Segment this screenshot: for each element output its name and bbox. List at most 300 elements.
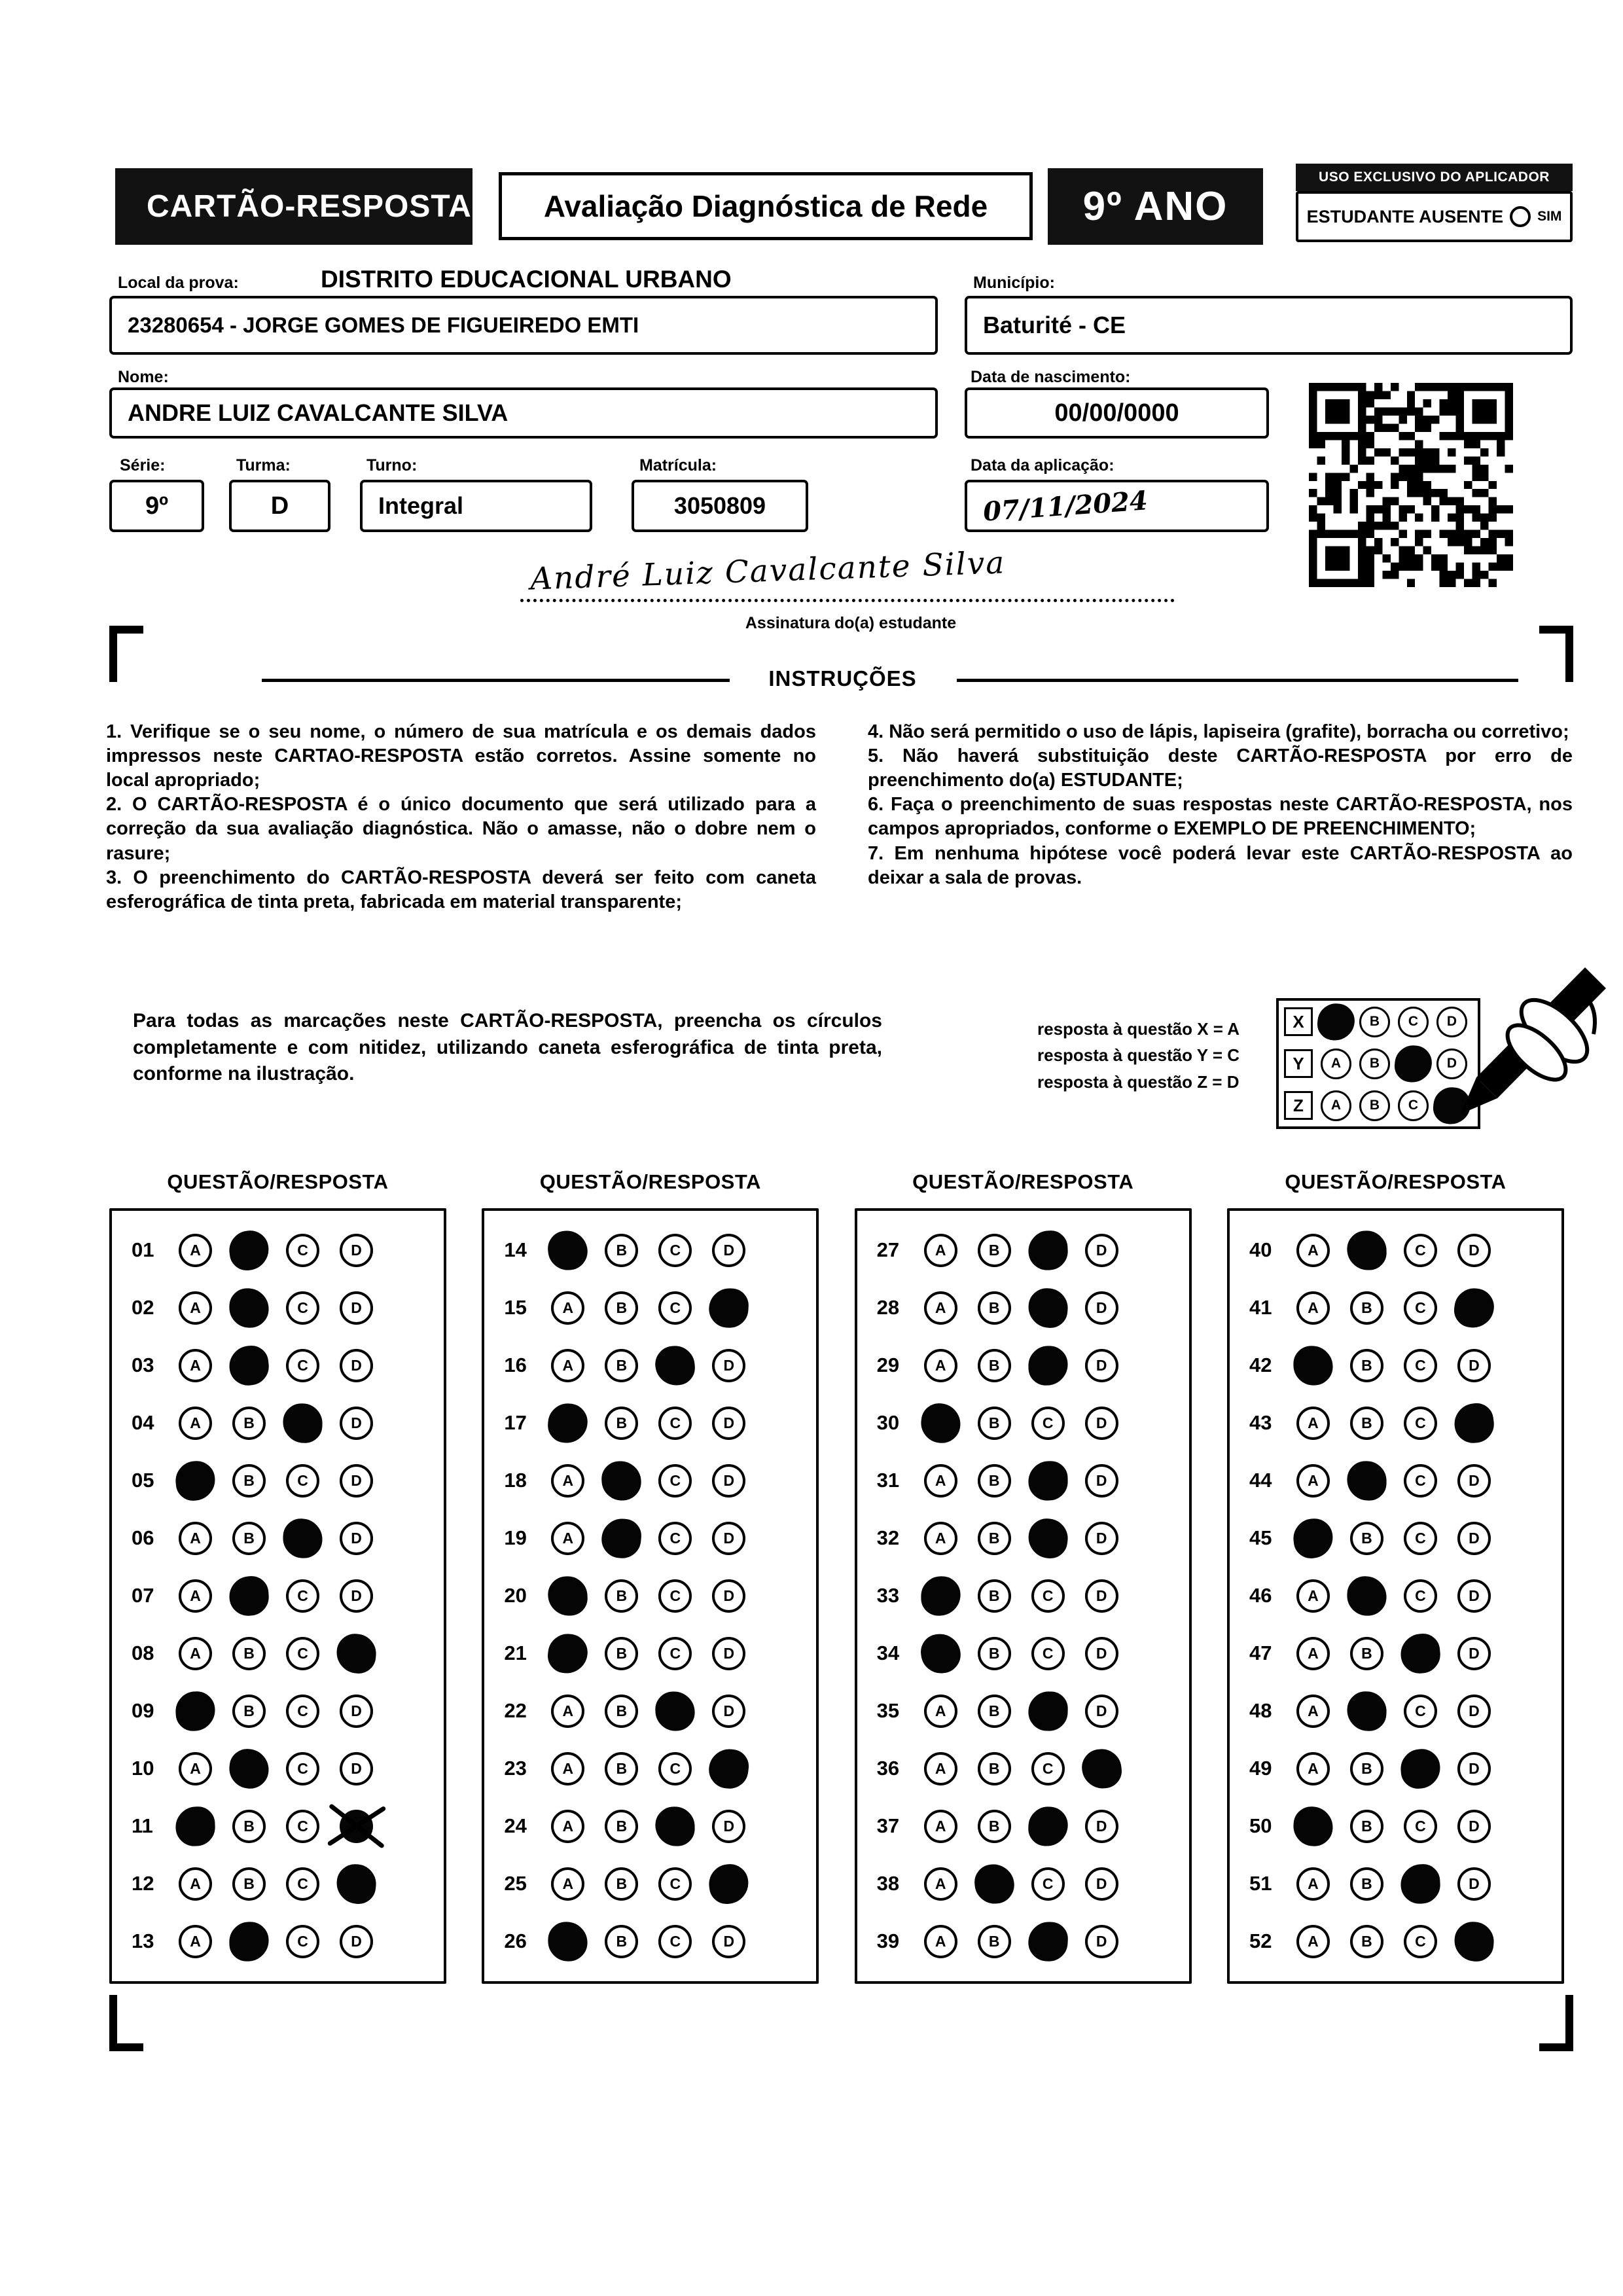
bubble-q28-C[interactable] <box>1027 1286 1069 1329</box>
question-options <box>1296 1522 1491 1555</box>
bubble-q24-D[interactable]: D <box>712 1810 745 1843</box>
bubble-q42-B[interactable]: B <box>1350 1349 1383 1382</box>
bubble-q11-B[interactable]: B <box>232 1810 266 1843</box>
bubble-q37-A[interactable]: A <box>924 1810 957 1843</box>
question-number: 34 <box>876 1641 900 1664</box>
bubble-q15-B[interactable]: B <box>605 1291 638 1325</box>
bubble-q10-C[interactable]: C <box>286 1752 319 1785</box>
bubble-q06-A[interactable]: A <box>179 1522 212 1555</box>
card-title: CARTÃO-RESPOSTA <box>115 168 473 245</box>
question-row <box>484 1279 816 1336</box>
bubble-q12-A[interactable]: A <box>179 1867 212 1901</box>
bubble-q43-D[interactable] <box>1452 1401 1496 1444</box>
bubble-q45-C[interactable]: C <box>1404 1522 1437 1555</box>
bubble-q14-B[interactable]: B <box>605 1234 638 1267</box>
bubble-q09-A[interactable] <box>175 1690 216 1731</box>
question-row <box>112 1336 444 1394</box>
question-row <box>857 1221 1189 1279</box>
question-row <box>857 1452 1189 1509</box>
bubble-q11-A[interactable] <box>175 1806 215 1846</box>
bubble-q45-A[interactable] <box>1291 1516 1334 1560</box>
bubble-q34-B[interactable]: B <box>978 1637 1011 1670</box>
question-options <box>1296 1464 1491 1498</box>
bubble-q52-B[interactable]: B <box>1350 1925 1383 1958</box>
bubble-q32-C[interactable] <box>1026 1516 1070 1560</box>
bubble-q23-B[interactable]: B <box>605 1752 638 1785</box>
bubble-q42-D[interactable]: D <box>1457 1349 1491 1382</box>
question-options <box>551 1637 745 1670</box>
bubble-q06-B[interactable]: B <box>232 1522 266 1555</box>
bubble-q06-C[interactable] <box>282 1517 323 1558</box>
question-options <box>1296 1925 1491 1958</box>
bubble-q41-D[interactable] <box>1452 1285 1496 1329</box>
bubble-q47-A[interactable]: A <box>1296 1637 1330 1670</box>
bubble-q43-C[interactable]: C <box>1404 1407 1437 1440</box>
bubble-q02-A[interactable]: A <box>179 1291 212 1325</box>
bubble-q21-C[interactable]: C <box>658 1637 692 1670</box>
question-number: 20 <box>504 1584 527 1607</box>
answer-group-header: QUESTÃO/RESPOSTA <box>1285 1170 1507 1193</box>
bubble-q48-A[interactable]: A <box>1296 1695 1330 1728</box>
question-row <box>484 1740 816 1797</box>
question-row <box>484 1855 816 1912</box>
bubble-q29-D[interactable]: D <box>1085 1349 1118 1382</box>
bubble-q50-D[interactable]: D <box>1457 1810 1491 1843</box>
bubble-q32-D[interactable]: D <box>1085 1522 1118 1555</box>
instruction-item: 3. O preenchimento do CARTÃO-RESPOSTA deverá ser feito com caneta esferográfica de tinta preta, fabricada em material transparente; <box>106 867 816 912</box>
bubble-q41-B[interactable]: B <box>1350 1291 1383 1325</box>
bubble-q12-B[interactable]: B <box>232 1867 266 1901</box>
bubble-q17-C[interactable]: C <box>658 1407 692 1440</box>
bubble-q21-D[interactable]: D <box>712 1637 745 1670</box>
bubble-q48-B[interactable] <box>1346 1690 1387 1731</box>
bubble-q38-D[interactable]: D <box>1085 1867 1118 1901</box>
bubble-q37-C[interactable] <box>1027 1806 1068 1846</box>
question-options <box>1296 1637 1491 1670</box>
bubble-q04-C[interactable] <box>282 1403 323 1443</box>
question-row <box>484 1567 816 1624</box>
bubble-q33-B[interactable]: B <box>978 1579 1011 1613</box>
answer-group-2 <box>482 1170 819 1984</box>
question-options <box>179 1291 373 1325</box>
bubble-q20-B[interactable]: B <box>605 1579 638 1613</box>
bubble-q30-D[interactable]: D <box>1085 1407 1118 1440</box>
bubble-q50-B[interactable]: B <box>1350 1810 1383 1843</box>
question-options <box>179 1925 373 1958</box>
question-number: 30 <box>876 1411 900 1434</box>
municipio-field: Baturité - CE <box>965 296 1573 355</box>
bubble-q44-C[interactable]: C <box>1404 1464 1437 1498</box>
question-number: 52 <box>1249 1929 1272 1952</box>
bubble-q39-B[interactable]: B <box>978 1925 1011 1958</box>
bubble-q02-C[interactable]: C <box>286 1291 319 1325</box>
bubble-q39-D[interactable]: D <box>1085 1925 1118 1958</box>
question-row <box>484 1509 816 1567</box>
bubble-q05-A[interactable] <box>174 1459 217 1501</box>
bubble-q13-D[interactable]: D <box>340 1925 373 1958</box>
question-number: 26 <box>504 1929 527 1952</box>
bubble-q38-B[interactable] <box>973 1862 1016 1905</box>
bubble-q35-D[interactable]: D <box>1085 1695 1118 1728</box>
bubble-q41-C[interactable]: C <box>1404 1291 1437 1325</box>
bubble-q51-B[interactable]: B <box>1350 1867 1383 1901</box>
question-row <box>1230 1682 1561 1740</box>
bubble-q44-A[interactable]: A <box>1296 1464 1330 1498</box>
answer-group-header: QUESTÃO/RESPOSTA <box>539 1170 761 1193</box>
question-row <box>1230 1336 1561 1394</box>
bubble-q42-A[interactable] <box>1293 1346 1332 1385</box>
instruction-item: 5. Não haverá substituição deste CARTÃO-RESPOSTA por erro de preenchimento do(a) ESTUDANTE; <box>868 745 1573 791</box>
absent-option-bubble[interactable] <box>1510 206 1531 227</box>
question-row <box>1230 1221 1561 1279</box>
bubble-q40-A[interactable]: A <box>1296 1234 1330 1267</box>
bubble-q01-B[interactable] <box>227 1228 271 1272</box>
bubble-q09-B[interactable]: B <box>232 1695 266 1728</box>
absent-label: ESTUDANTE AUSENTE <box>1306 206 1504 226</box>
bubble-q26-D[interactable]: D <box>712 1925 745 1958</box>
qr-code <box>1309 383 1513 587</box>
bubble-q36-B[interactable]: B <box>978 1752 1011 1785</box>
bubble-q35-C[interactable] <box>1028 1691 1068 1731</box>
bubble-q46-D[interactable]: D <box>1457 1579 1491 1613</box>
bubble-q08-D[interactable] <box>335 1632 377 1674</box>
bubble-q41-A[interactable]: A <box>1296 1291 1330 1325</box>
bubble-q23-C[interactable]: C <box>658 1752 692 1785</box>
question-options <box>924 1867 1118 1901</box>
example-bubble-X-C: C <box>1398 1007 1429 1037</box>
bubble-q19-D[interactable]: D <box>712 1522 745 1555</box>
bubble-q48-D[interactable]: D <box>1457 1695 1491 1728</box>
bubble-q22-A[interactable]: A <box>551 1695 584 1728</box>
bubble-q21-B[interactable]: B <box>605 1637 638 1670</box>
bubble-q14-A[interactable] <box>546 1229 589 1271</box>
bubble-q26-B[interactable]: B <box>605 1925 638 1958</box>
municipio-label: Município: <box>973 274 1055 292</box>
bubble-q24-C[interactable] <box>656 1806 695 1846</box>
question-row <box>1230 1912 1561 1970</box>
bubble-q47-C[interactable] <box>1399 1632 1442 1674</box>
bubble-q27-A[interactable]: A <box>924 1234 957 1267</box>
example-letter-Y: Y <box>1284 1049 1313 1078</box>
bubble-q31-D[interactable]: D <box>1085 1464 1118 1498</box>
bubble-q01-C[interactable]: C <box>286 1234 319 1267</box>
bubble-q46-B[interactable] <box>1346 1575 1387 1616</box>
question-options <box>179 1464 373 1498</box>
bubble-q43-A[interactable]: A <box>1296 1407 1330 1440</box>
question-row <box>857 1682 1189 1740</box>
question-number: 31 <box>876 1469 900 1492</box>
bubble-q36-A[interactable]: A <box>924 1752 957 1785</box>
bubble-q52-C[interactable]: C <box>1404 1925 1437 1958</box>
bubble-q28-B[interactable]: B <box>978 1291 1011 1325</box>
bubble-q02-B[interactable] <box>229 1287 269 1327</box>
question-options <box>179 1234 373 1267</box>
bubble-q28-A[interactable]: A <box>924 1291 957 1325</box>
bubble-q04-B[interactable]: B <box>232 1407 266 1440</box>
bubble-q10-B[interactable] <box>228 1747 270 1789</box>
bubble-q46-A[interactable]: A <box>1296 1579 1330 1613</box>
bubble-q24-A[interactable]: A <box>551 1810 584 1843</box>
bubble-q21-A[interactable] <box>546 1632 590 1675</box>
question-row <box>1230 1624 1561 1682</box>
bubble-q10-A[interactable]: A <box>179 1752 212 1785</box>
question-number: 42 <box>1249 1354 1272 1376</box>
bubble-q16-C[interactable] <box>654 1344 696 1386</box>
bubble-q08-B[interactable]: B <box>232 1637 266 1670</box>
bubble-q01-D[interactable]: D <box>340 1234 373 1267</box>
bubble-q06-D[interactable]: D <box>340 1522 373 1555</box>
bubble-q20-D[interactable]: D <box>712 1579 745 1613</box>
bubble-q17-B[interactable]: B <box>605 1407 638 1440</box>
bubble-q25-B[interactable]: B <box>605 1867 638 1901</box>
bubble-q27-D[interactable]: D <box>1085 1234 1118 1267</box>
bubble-q39-A[interactable]: A <box>924 1925 957 1958</box>
bubble-q26-C[interactable]: C <box>658 1925 692 1958</box>
question-row <box>1230 1567 1561 1624</box>
question-options <box>1296 1752 1491 1785</box>
bubble-q08-A[interactable]: A <box>179 1637 212 1670</box>
bubble-q52-A[interactable]: A <box>1296 1925 1330 1958</box>
question-number: 15 <box>504 1296 527 1319</box>
bubble-q48-C[interactable]: C <box>1404 1695 1437 1728</box>
question-options <box>1296 1695 1491 1728</box>
question-row <box>857 1855 1189 1912</box>
instructions-left <box>106 720 816 914</box>
question-row <box>1230 1509 1561 1567</box>
bubble-q29-B[interactable]: B <box>978 1349 1011 1382</box>
bubble-q31-B[interactable]: B <box>978 1464 1011 1498</box>
bubble-q04-A[interactable]: A <box>179 1407 212 1440</box>
bubble-q09-D[interactable]: D <box>340 1695 373 1728</box>
bubble-q18-B[interactable] <box>601 1460 642 1501</box>
bubble-q17-A[interactable] <box>547 1402 589 1444</box>
bubble-q15-C[interactable]: C <box>658 1291 692 1325</box>
example-bubble-Z-D <box>1432 1085 1472 1126</box>
bubble-q07-D[interactable]: D <box>340 1579 373 1613</box>
question-row <box>1230 1452 1561 1509</box>
bubble-q20-C[interactable]: C <box>658 1579 692 1613</box>
example-notes <box>1037 1016 1240 1095</box>
bubble-q33-A[interactable] <box>921 1576 960 1615</box>
bubble-q40-C[interactable]: C <box>1404 1234 1437 1267</box>
bubble-q23-A[interactable]: A <box>551 1752 584 1785</box>
bubble-q19-A[interactable]: A <box>551 1522 584 1555</box>
example-bubble-Y-C <box>1393 1043 1434 1084</box>
bubble-q50-C[interactable]: C <box>1404 1810 1437 1843</box>
bubble-q31-A[interactable]: A <box>924 1464 957 1498</box>
bubble-q43-B[interactable]: B <box>1350 1407 1383 1440</box>
bubble-q37-D[interactable]: D <box>1085 1810 1118 1843</box>
bubble-q49-A[interactable]: A <box>1296 1752 1330 1785</box>
bubble-q35-A[interactable]: A <box>924 1695 957 1728</box>
question-row <box>112 1394 444 1452</box>
bubble-q34-C[interactable]: C <box>1031 1637 1065 1670</box>
bubble-q03-C[interactable]: C <box>286 1349 319 1382</box>
bubble-q29-A[interactable]: A <box>924 1349 957 1382</box>
bubble-q44-D[interactable]: D <box>1457 1464 1491 1498</box>
bubble-q07-C[interactable]: C <box>286 1579 319 1613</box>
question-number: 47 <box>1249 1641 1272 1664</box>
bubble-q27-C[interactable] <box>1027 1229 1069 1270</box>
bubble-q49-C[interactable] <box>1399 1748 1441 1789</box>
question-options <box>551 1810 745 1843</box>
bubble-q30-C[interactable]: C <box>1031 1407 1065 1440</box>
bubble-q50-A[interactable] <box>1292 1805 1334 1847</box>
bubble-q14-C[interactable]: C <box>658 1234 692 1267</box>
bubble-q31-C[interactable] <box>1028 1460 1068 1500</box>
question-options <box>551 1867 745 1901</box>
corner-mark-top-right <box>1539 626 1573 682</box>
question-number: 10 <box>132 1757 154 1780</box>
bubble-q17-D[interactable]: D <box>712 1407 745 1440</box>
bubble-q37-B[interactable]: B <box>978 1810 1011 1843</box>
question-number: 06 <box>132 1526 154 1549</box>
question-number: 23 <box>504 1757 527 1780</box>
question-number: 46 <box>1249 1584 1272 1607</box>
bubble-q52-D[interactable] <box>1453 1920 1495 1962</box>
question-number: 19 <box>504 1526 527 1549</box>
bubble-q16-B[interactable]: B <box>605 1349 638 1382</box>
question-row <box>112 1624 444 1682</box>
example-letter-X: X <box>1284 1007 1313 1036</box>
bubble-q14-D[interactable]: D <box>712 1234 745 1267</box>
bubble-q25-A[interactable]: A <box>551 1867 584 1901</box>
bubble-q49-B[interactable]: B <box>1350 1752 1383 1785</box>
bubble-q30-B[interactable]: B <box>978 1407 1011 1440</box>
bubble-q20-A[interactable] <box>548 1575 588 1616</box>
bubble-q10-D[interactable]: D <box>340 1752 373 1785</box>
bubble-q22-B[interactable]: B <box>605 1695 638 1728</box>
bubble-q24-B[interactable]: B <box>605 1810 638 1843</box>
aplicacao-handwritten-date: 07/11/2024 <box>982 484 1149 528</box>
bubble-q39-C[interactable] <box>1027 1920 1069 1962</box>
example-row <box>1279 1001 1478 1043</box>
bubble-q18-C[interactable]: C <box>658 1464 692 1498</box>
question-number: 02 <box>132 1296 154 1319</box>
bubble-q45-B[interactable]: B <box>1350 1522 1383 1555</box>
bubble-q22-D[interactable]: D <box>712 1695 745 1728</box>
bubble-q09-C[interactable]: C <box>286 1695 319 1728</box>
absent-option-label: SIM <box>1537 209 1562 224</box>
bubble-q35-B[interactable]: B <box>978 1695 1011 1728</box>
bubble-q03-B[interactable] <box>227 1344 270 1387</box>
bubble-q34-A[interactable] <box>919 1631 963 1675</box>
question-row <box>484 1221 816 1279</box>
bubble-q05-C[interactable]: C <box>286 1464 319 1498</box>
bubble-q18-A[interactable]: A <box>551 1464 584 1498</box>
example-bubble-X-D: D <box>1436 1007 1467 1037</box>
bubble-q51-D[interactable]: D <box>1457 1867 1491 1901</box>
bubble-q45-D[interactable]: D <box>1457 1522 1491 1555</box>
bubble-q25-C[interactable]: C <box>658 1867 692 1901</box>
bubble-q44-B[interactable] <box>1347 1460 1387 1500</box>
bubble-q49-D[interactable]: D <box>1457 1752 1491 1785</box>
bubble-q01-A[interactable]: A <box>179 1234 212 1267</box>
school-field: 23280654 - JORGE GOMES DE FIGUEIREDO EMTI <box>109 296 938 355</box>
question-number: 36 <box>876 1757 900 1780</box>
question-number: 11 <box>132 1814 153 1837</box>
question-row <box>857 1740 1189 1797</box>
question-options <box>179 1867 373 1901</box>
answer-group-box <box>1227 1208 1564 1984</box>
bubble-q36-C[interactable]: C <box>1031 1752 1065 1785</box>
bubble-q29-C[interactable] <box>1027 1345 1068 1386</box>
bubble-q51-A[interactable]: A <box>1296 1867 1330 1901</box>
bubble-q05-B[interactable]: B <box>232 1464 266 1498</box>
bubble-q19-B[interactable] <box>600 1516 643 1559</box>
bubble-q15-A[interactable]: A <box>551 1291 584 1325</box>
bubble-q15-D[interactable] <box>708 1287 749 1328</box>
bubble-q18-D[interactable]: D <box>712 1464 745 1498</box>
bubble-q40-B[interactable] <box>1347 1230 1387 1270</box>
bubble-q03-A[interactable]: A <box>179 1349 212 1382</box>
bubble-q13-C[interactable]: C <box>286 1925 319 1958</box>
bubble-q03-D[interactable]: D <box>340 1349 373 1382</box>
bubble-q12-D[interactable] <box>334 1862 378 1905</box>
bubble-q28-D[interactable]: D <box>1085 1291 1118 1325</box>
question-options <box>924 1637 1118 1670</box>
aplicador-panel <box>1296 164 1573 242</box>
bubble-q42-C[interactable]: C <box>1404 1349 1437 1382</box>
bubble-q34-D[interactable]: D <box>1085 1637 1118 1670</box>
bubble-q47-B[interactable]: B <box>1350 1637 1383 1670</box>
bubble-q12-C[interactable]: C <box>286 1867 319 1901</box>
bubble-q38-C[interactable]: C <box>1031 1867 1065 1901</box>
bubble-q11-D[interactable] <box>340 1810 373 1843</box>
question-number: 41 <box>1249 1296 1272 1319</box>
bubble-q16-A[interactable]: A <box>551 1349 584 1382</box>
bubble-q36-D[interactable] <box>1080 1747 1123 1790</box>
bubble-q47-D[interactable]: D <box>1457 1637 1491 1670</box>
bubble-q11-C[interactable]: C <box>286 1810 319 1843</box>
bubble-q13-B[interactable] <box>229 1921 269 1961</box>
bubble-q32-A[interactable]: A <box>924 1522 957 1555</box>
bubble-q40-D[interactable]: D <box>1457 1234 1491 1267</box>
bubble-q33-D[interactable]: D <box>1085 1579 1118 1613</box>
bubble-q13-A[interactable]: A <box>179 1925 212 1958</box>
bubble-q22-C[interactable] <box>655 1691 695 1731</box>
question-number: 07 <box>132 1584 154 1607</box>
bubble-q02-D[interactable]: D <box>340 1291 373 1325</box>
bubble-q51-C[interactable] <box>1400 1863 1441 1904</box>
bubble-q07-A[interactable]: A <box>179 1579 212 1613</box>
turno-field: Integral <box>360 480 592 532</box>
bubble-q04-D[interactable]: D <box>340 1407 373 1440</box>
question-options <box>179 1407 373 1440</box>
bubble-q08-C[interactable]: C <box>286 1637 319 1670</box>
question-number: 22 <box>504 1699 527 1722</box>
bubble-q05-D[interactable]: D <box>340 1464 373 1498</box>
bubble-q16-D[interactable]: D <box>712 1349 745 1382</box>
bubble-q19-C[interactable]: C <box>658 1522 692 1555</box>
bubble-q26-A[interactable] <box>548 1921 588 1961</box>
exam-title: Avaliação Diagnóstica de Rede <box>499 172 1033 240</box>
bubble-q07-B[interactable] <box>228 1575 270 1617</box>
bubble-q25-D[interactable] <box>707 1861 751 1905</box>
example-note-line: resposta à questão X = A <box>1037 1019 1240 1039</box>
question-options <box>179 1810 373 1843</box>
question-row <box>112 1682 444 1740</box>
bubble-q46-C[interactable]: C <box>1404 1579 1437 1613</box>
bubble-q38-A[interactable]: A <box>924 1867 957 1901</box>
bubble-q27-B[interactable]: B <box>978 1234 1011 1267</box>
bubble-q32-B[interactable]: B <box>978 1522 1011 1555</box>
bubble-q33-C[interactable]: C <box>1031 1579 1065 1613</box>
bubble-q23-D[interactable] <box>707 1746 751 1790</box>
question-row <box>1230 1394 1561 1452</box>
bubble-q30-A[interactable] <box>919 1401 962 1444</box>
question-number: 33 <box>876 1584 900 1607</box>
